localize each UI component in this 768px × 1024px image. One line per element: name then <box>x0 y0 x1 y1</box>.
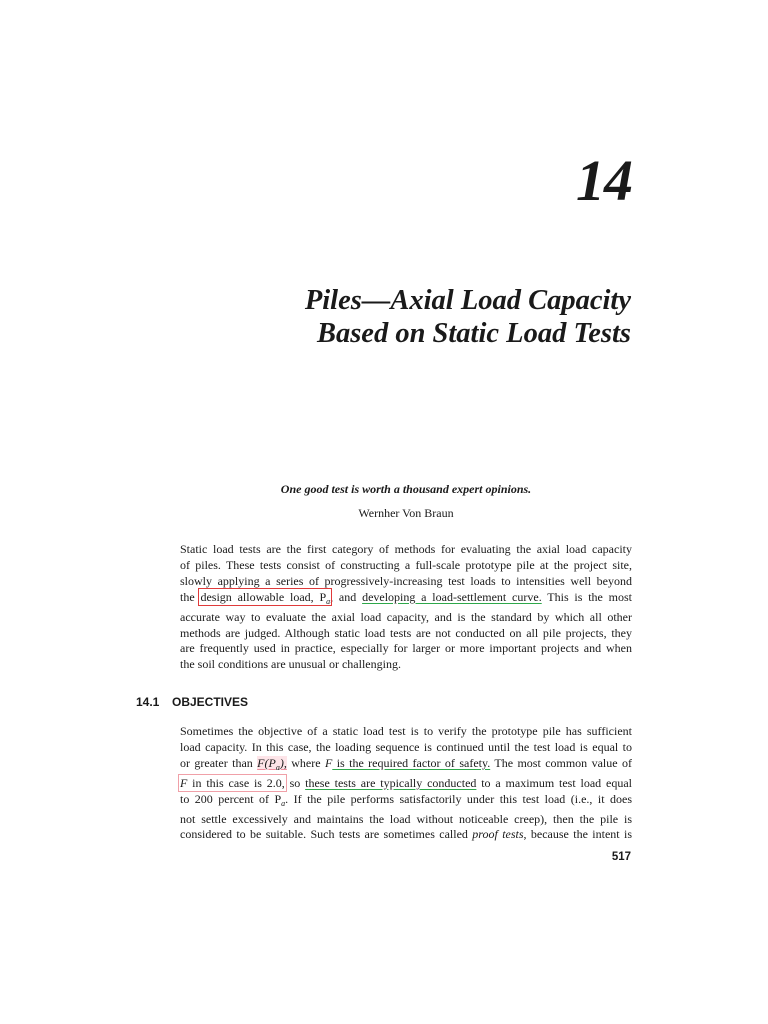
intro-line: accurate way to evaluate the axial load capacity, and is the standard by which all other <box>180 609 632 624</box>
intro-line: are frequently used in practice, especially for larger or more important projects and when <box>180 641 632 656</box>
intro-line: slowly applying a series of progressively-increasing test loads to intensities well beyond <box>180 573 632 588</box>
objectives-line: load capacity. In this case, the loading sequence is continued until the test load is equal to <box>180 739 632 754</box>
math-term: ), <box>279 755 287 770</box>
text-run: considered to be suitable. Such tests are sometimes called <box>180 827 473 842</box>
objectives-line <box>180 792 632 812</box>
emphasis: proof tests <box>472 827 524 842</box>
objectives-line <box>180 756 632 776</box>
text-run: . If the pile performs satisfactorily under this test load (i.e., it does <box>285 791 632 806</box>
page-number: 517 <box>611 851 631 863</box>
chapter-number: 14 <box>576 148 632 213</box>
text-run: or greater than <box>180 755 258 770</box>
objectives-line: Sometimes the objective of a static load test is to verify the prototype pile has sufficient <box>180 724 632 738</box>
text-run: The most common value of <box>490 755 632 770</box>
annotation-underline: is the required factor of safety. <box>332 755 491 770</box>
intro-paragraph <box>180 542 632 673</box>
math-term: F(P <box>257 755 276 770</box>
math-term: F <box>324 755 333 770</box>
annotation-highlight <box>257 756 287 770</box>
epigraph-attribution: Wernher Von Braun <box>358 506 454 520</box>
subscript: a <box>326 596 331 606</box>
subscript: a <box>275 762 280 772</box>
objectives-line: not settle excessively and maintains the load without noticeable creep), then the pile is <box>180 811 632 826</box>
objectives-line <box>180 776 632 792</box>
text-run: to 200 percent of P <box>180 791 282 806</box>
text-run: , because the intent is <box>523 827 632 842</box>
chapter-title <box>305 284 631 350</box>
epigraph-quote: One good test is worth a thousand expert opinions. <box>280 482 532 496</box>
intro-line: Static load tests are the first category of methods for evaluating the axial load capacity <box>180 542 632 556</box>
text-run: , and <box>330 589 363 604</box>
section-title: OBJECTIVES <box>172 695 249 709</box>
objectives-paragraph <box>180 724 632 843</box>
intro-line: the soil conditions are unusual or challenging. <box>180 657 401 672</box>
text-run: so <box>284 775 306 790</box>
intro-line <box>180 590 632 610</box>
annotation-box <box>180 776 285 790</box>
annotation-underline: these tests are typically conducted <box>305 775 477 790</box>
text-run: to a maximum test load equal <box>476 775 632 790</box>
boxed-text: in this case is 2.0, <box>187 775 285 790</box>
text-run: the <box>180 589 201 604</box>
annotation-box <box>200 590 330 604</box>
section-number: 14.1 <box>136 695 160 709</box>
section-heading <box>136 695 248 709</box>
text-run: where <box>286 755 325 770</box>
math-term: F <box>180 775 188 790</box>
chapter-title-line-1: Piles—Axial Load Capacity <box>304 285 631 316</box>
epigraph <box>180 480 632 522</box>
objectives-line <box>180 827 632 843</box>
chapter-title-line-2: Based on Static Load Tests <box>316 318 631 349</box>
subscript: a <box>281 798 286 808</box>
text-run: This is the most <box>541 589 633 604</box>
annotation-underline: developing a load-settlement curve. <box>362 589 542 604</box>
intro-line: of piles. These tests consist of constructing a full-scale prototype pile at the project site, <box>180 557 632 572</box>
boxed-text: design allowable load, P <box>200 589 327 604</box>
intro-line: methods are judged. Although static load tests are not conducted on all pile projects, they <box>180 625 632 640</box>
